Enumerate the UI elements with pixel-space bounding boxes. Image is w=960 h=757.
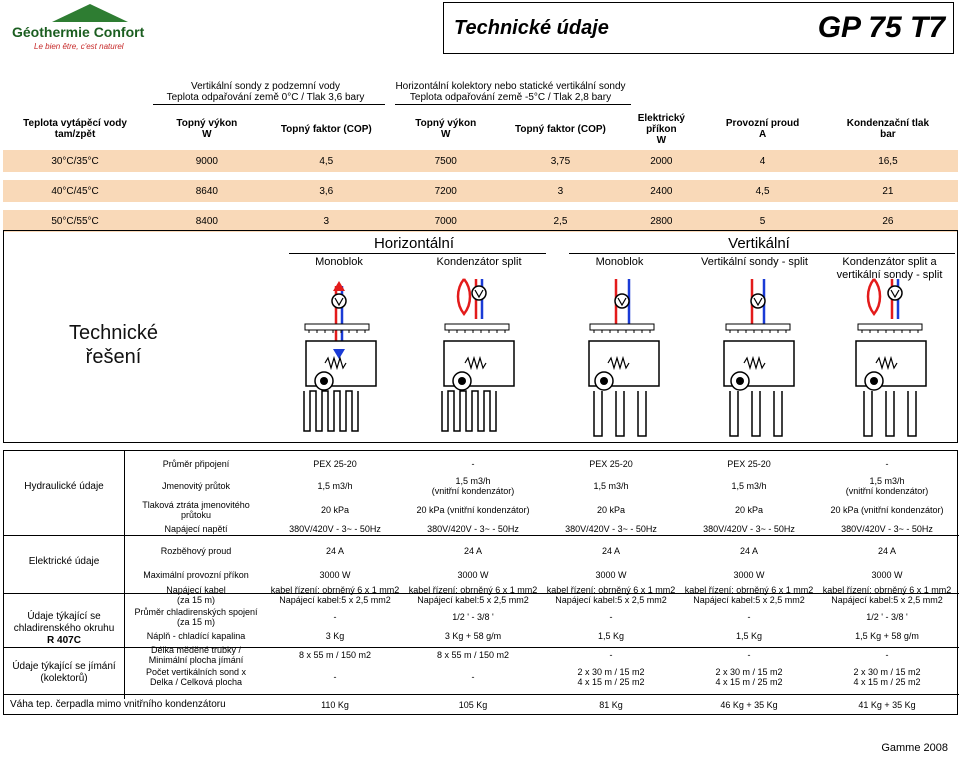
vertical-heading: Vertikální bbox=[728, 235, 790, 252]
section-electric: Elektrické údaje bbox=[28, 556, 100, 567]
section-hydraulic: Hydraulické údaje bbox=[24, 481, 104, 492]
row-pipe: Průměr připojení PEX 25-20 - PEX 25-20 PEX 25-20 - bbox=[162, 459, 889, 469]
type-split-h: Kondenzátor split bbox=[436, 256, 522, 268]
col-temp: Teplota vytápěcí vody tam/zpět bbox=[3, 108, 147, 150]
col-current: Provozní proud A bbox=[707, 108, 818, 150]
section-collectors: Údaje týkající se jímání (kolektorů) bbox=[12, 661, 116, 684]
page-title: Technické údaje bbox=[454, 16, 609, 39]
row-cool-pipe: Průměr chladirenských spojení (za 15 m) - 1/2 ' - 3/8 ' - - 1/2 ' - 3/8 ' bbox=[134, 607, 908, 627]
table-row: 50°C/55°C 8400 3 7000 2,5 2800 5 26 bbox=[3, 210, 958, 232]
group-vertical-rule bbox=[153, 104, 385, 105]
section-cooling: Údaje týkající se chladirenského okruhu R 407C bbox=[13, 611, 115, 646]
row-voltage: Napájecí napětí 380V/420V - 3~ - 50Hz 380V/420V - 3~ - 50Hz 380V/420V - 3~ - 50Hz 380V/420V - 3~ - 50Hz 380V/420V - 3~ - 50Hz bbox=[164, 524, 933, 534]
specs-table bbox=[3, 450, 958, 715]
group-vertical-header: Vertikální sondy z podzemní vody Teplota odpařování země 0°C / Tlak 3,6 bary bbox=[166, 81, 365, 103]
row-start-current: Rozběhový proud 24 A 24 A 24 A 24 A 24 A bbox=[160, 546, 897, 556]
type-monoblok-h: Monoblok bbox=[315, 256, 363, 268]
type-monoblok-v: Monoblok bbox=[595, 256, 644, 268]
group-horizontal-header: Horizontální kolektory nebo statické vertikální sondy Teplota odpařování země -5°C / Tlak 2,8 bary bbox=[395, 81, 626, 103]
solutions-box bbox=[3, 230, 958, 443]
row-max-input: Maximální provozní příkon 3000 W 3000 W 3000 W 3000 W 3000 W bbox=[143, 570, 903, 580]
house-roof-icon bbox=[52, 4, 128, 22]
solutions-label: Technické řešení bbox=[69, 322, 158, 368]
col-cop2: Topný faktor (COP) bbox=[505, 108, 615, 150]
logo-tagline: Le bien être, c'est naturel bbox=[34, 42, 124, 51]
table-row: 30°C/35°C 9000 4,5 7500 3,75 2000 4 16,5 bbox=[3, 150, 958, 172]
row-flow: Jmenovitý průtok 1,5 m3/h 1,5 m3/h (vnitřní kondenzátor) 1,5 m3/h 1,5 m3/h 1,5 m3/h (vnitřní kondenzátor) bbox=[161, 476, 929, 496]
heat-pump-schematics bbox=[4, 231, 957, 442]
model-name: GP 75 T7 bbox=[817, 11, 945, 44]
schematic-split-both bbox=[856, 279, 926, 436]
schematic-monoblok-vertical bbox=[589, 279, 659, 436]
col-pressure: Kondenzační tlak bar bbox=[818, 108, 958, 150]
col-cop1: Topný faktor (COP) bbox=[267, 108, 386, 150]
type-split-v: Vertikální sondy - split bbox=[701, 256, 808, 268]
schematic-split-vertical bbox=[724, 279, 794, 436]
horizontal-heading: Horizontální bbox=[373, 235, 455, 252]
row-fill: Náplň - chladící kapalina 3 Kg 3 Kg + 58 g/m 1,5 Kg 1,5 Kg 1,5 Kg + 58 g/m bbox=[146, 631, 919, 641]
footer-range: Gamme 2008 bbox=[881, 742, 948, 754]
col-power2: Topný výkon W bbox=[386, 108, 505, 150]
table-row: 40°C/45°C 8640 3,6 7200 3 2400 4,5 21 bbox=[3, 180, 958, 202]
row-probes: Počet vertikálních sond x Delka / Celková plocha - - 2 x 30 m / 15 m2 4 x 15 m / 25 m2 2 x 30 m / 15 m2 4 x 15 m / 25 m2 2 x 30 m / 15 m2 4 x 15 m / 25 m2 bbox=[145, 667, 921, 687]
schematic-split-horizontal bbox=[442, 279, 514, 431]
type-split-both: Kondenzátor split a vertikální sondy - split bbox=[836, 256, 943, 281]
col-power1: Topný výkon W bbox=[147, 108, 266, 150]
page-title-box bbox=[443, 2, 954, 54]
row-cable: Napájecí kabel (za 15 m) kabel řízení: obrněný 6 x 1 mm2 Napájecí kabel:5 x 2,5 mm2 kabel řízení: obrněný 6 x 1 mm2 Napájecí kabel:5 x 2,5 mm2 kabel řízení: obrněný 6 x 1 mm2 Napájecí kabel:5 x 2,5 mm2 kabel řízení: obrněný 6 x 1 mm2 Napájecí kabel:5 x 2,5 mm2 kabel řízení: obrněný 6 x 1 mm2 Napájecí kabel:5 x 2,5 mm2 bbox=[166, 585, 952, 605]
logo-name: Géothermie Confort bbox=[12, 24, 145, 40]
row-copper: Délka měděné trubky / Minimální plocha jímání 8 x 55 m / 150 m2 8 x 55 m / 150 m2 - - - bbox=[148, 645, 889, 665]
schematic-monoblok-horizontal bbox=[304, 281, 376, 431]
row-loss: Tlaková ztráta jmenovitého průtoku 20 kPa 20 kPa (vnitřní kondenzátor) 20 kPa 20 kPa 20 kPa (vnitřní kondenzátor) bbox=[142, 500, 944, 520]
weight-label: Váha tep. čerpadla mimo vnitřního kondenzátoru bbox=[10, 699, 226, 710]
col-input: Elektrický příkon W bbox=[615, 108, 707, 150]
logo bbox=[12, 4, 162, 56]
group-horizontal-rule bbox=[395, 104, 631, 105]
row-weight: 110 Kg 105 Kg 81 Kg 46 Kg + 35 Kg 41 Kg + 35 Kg bbox=[321, 700, 916, 710]
